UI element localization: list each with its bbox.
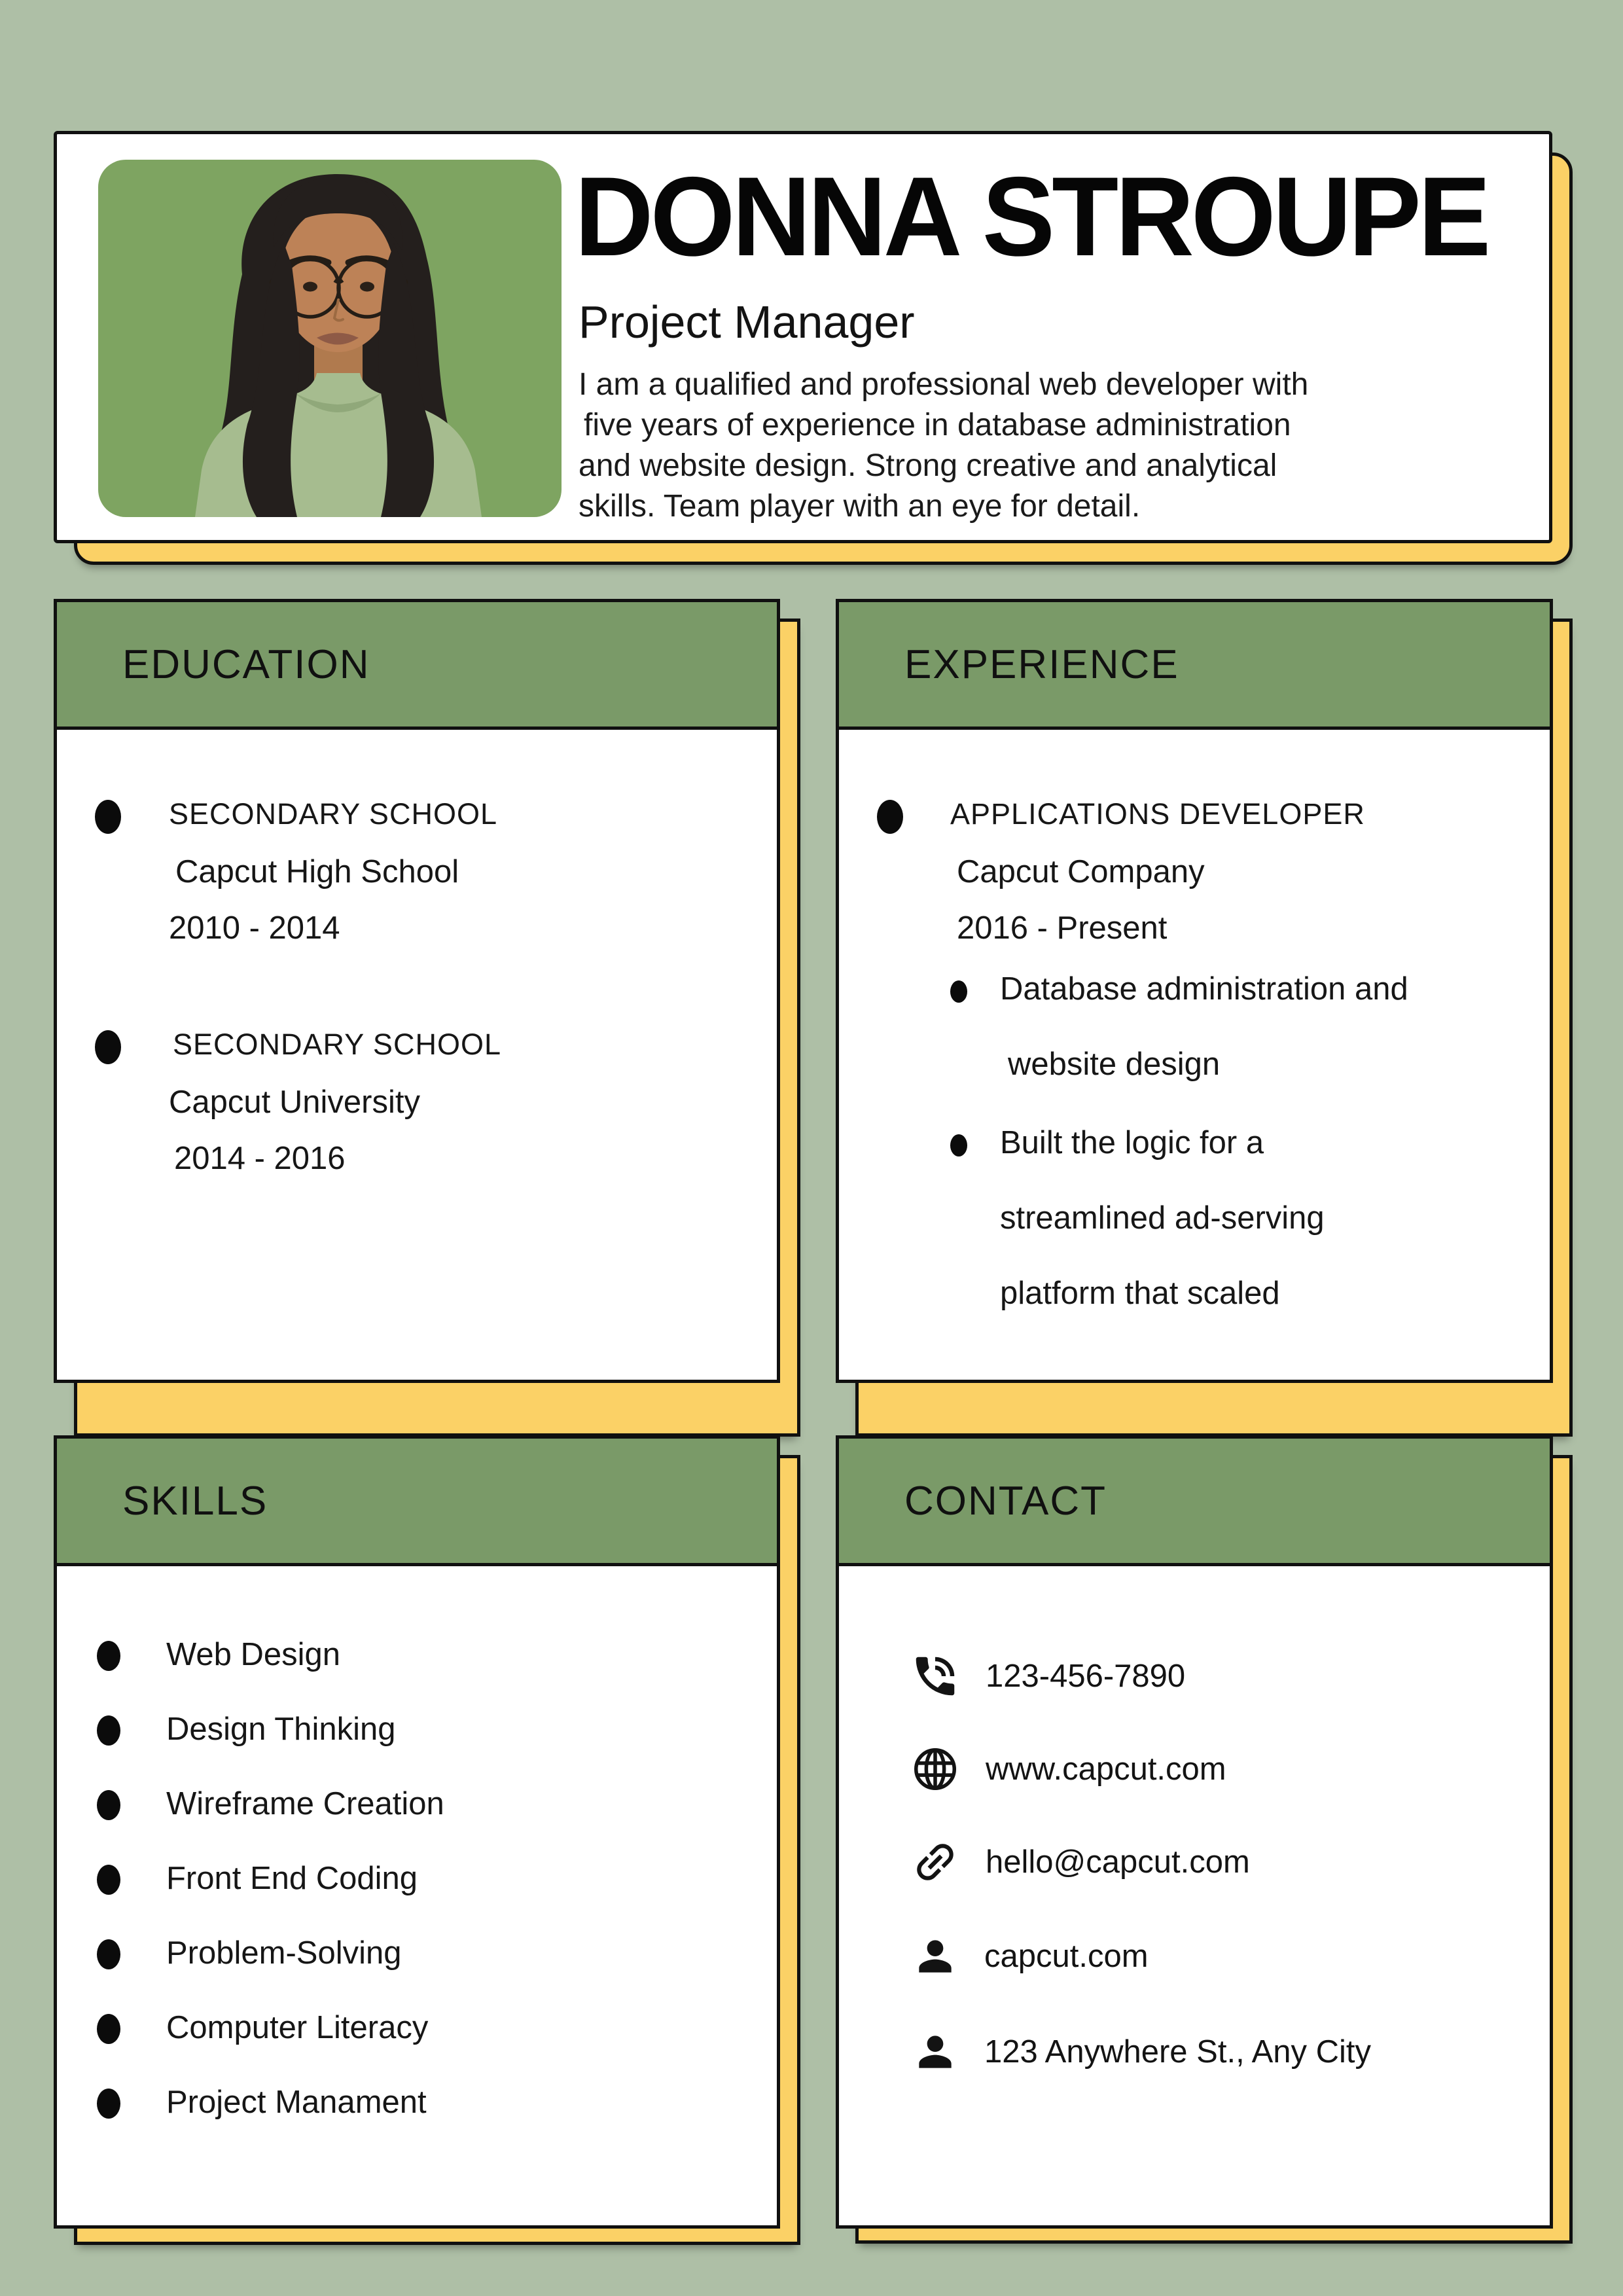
person-icon [911, 2028, 959, 2076]
bullet-dot [97, 1939, 120, 1969]
skill-item: Project Manament [166, 2085, 427, 2120]
contact-profile-text: capcut.com [984, 1939, 1149, 1974]
link-icon [910, 1837, 961, 1888]
contact-row-website [910, 1744, 1226, 1795]
bullet-dot [877, 800, 903, 834]
summary-line-1: I am a qualified and professional web developer with [579, 367, 1309, 402]
education-item-org: Capcut High School [175, 854, 459, 889]
phone-icon [910, 1651, 961, 1702]
globe-icon [910, 1744, 961, 1795]
contact-section-header [836, 1435, 1553, 1566]
summary-line-4: skills. Team player with an eye for detail. [579, 489, 1141, 524]
contact-address-text: 123 Anywhere St., Any City [984, 2034, 1372, 2070]
experience-detail-line: streamlined ad-serving [1000, 1200, 1325, 1236]
experience-item-title: APPLICATIONS DEVELOPER [950, 797, 1365, 831]
experience-item-org: Capcut Company [957, 854, 1205, 889]
bullet-dot [97, 1715, 120, 1746]
contact-phone-text: 123-456-7890 [986, 1659, 1186, 1694]
experience-detail-line: platform that scaled [1000, 1276, 1280, 1311]
experience-item-dates: 2016 - Present [957, 910, 1168, 946]
skill-item: Wireframe Creation [166, 1786, 444, 1821]
skill-item: Problem-Solving [166, 1935, 402, 1971]
experience-heading: EXPERIENCE [904, 641, 1179, 687]
person-icon [911, 1932, 959, 1981]
portrait-illustration [98, 160, 562, 517]
skills-section-header [54, 1435, 780, 1566]
experience-detail-line: Database administration and [1000, 971, 1408, 1007]
experience-section-header [836, 599, 1553, 730]
contact-heading: CONTACT [904, 1478, 1107, 1524]
education-item-title: SECONDARY SCHOOL [169, 797, 497, 831]
bullet-dot [97, 1790, 120, 1820]
bullet-dot [97, 1865, 120, 1895]
experience-detail-line: Built the logic for a [1000, 1125, 1264, 1160]
bullet-dot [95, 1030, 121, 1064]
contact-email-text: hello@capcut.com [986, 1844, 1250, 1880]
sub-bullet-dot [950, 1134, 967, 1157]
education-heading: EDUCATION [122, 641, 370, 687]
contact-row-address [911, 2028, 1371, 2076]
contact-row-phone [910, 1651, 1185, 1702]
contact-row-profile [911, 1932, 1149, 1981]
experience-detail-line: website design [1008, 1047, 1221, 1082]
education-section-header [54, 599, 780, 730]
bullet-dot [97, 1641, 120, 1671]
contact-row-email [910, 1837, 1250, 1888]
profile-photo [98, 160, 562, 517]
skill-item: Front End Coding [166, 1861, 418, 1896]
education-item-dates: 2010 - 2014 [169, 910, 340, 946]
bullet-dot [97, 2089, 120, 2119]
person-name: DONNA STROUPE [575, 154, 1488, 279]
summary-line-3: and website design. Strong creative and analytical [579, 448, 1277, 483]
sub-bullet-dot [950, 980, 967, 1003]
education-item-title: SECONDARY SCHOOL [173, 1028, 501, 1061]
skill-item: Computer Literacy [166, 2010, 429, 2045]
skill-item: Design Thinking [166, 1712, 396, 1747]
education-item-org: Capcut University [169, 1085, 420, 1120]
skill-item: Web Design [166, 1637, 341, 1672]
education-item-dates: 2014 - 2016 [174, 1141, 346, 1176]
summary-line-2: five years of experience in database administration [584, 408, 1291, 442]
person-role: Project Manager [579, 296, 915, 348]
bullet-dot [95, 800, 121, 834]
bullet-dot [97, 2014, 120, 2044]
contact-website-text: www.capcut.com [986, 1751, 1226, 1787]
skills-heading: SKILLS [122, 1478, 268, 1524]
